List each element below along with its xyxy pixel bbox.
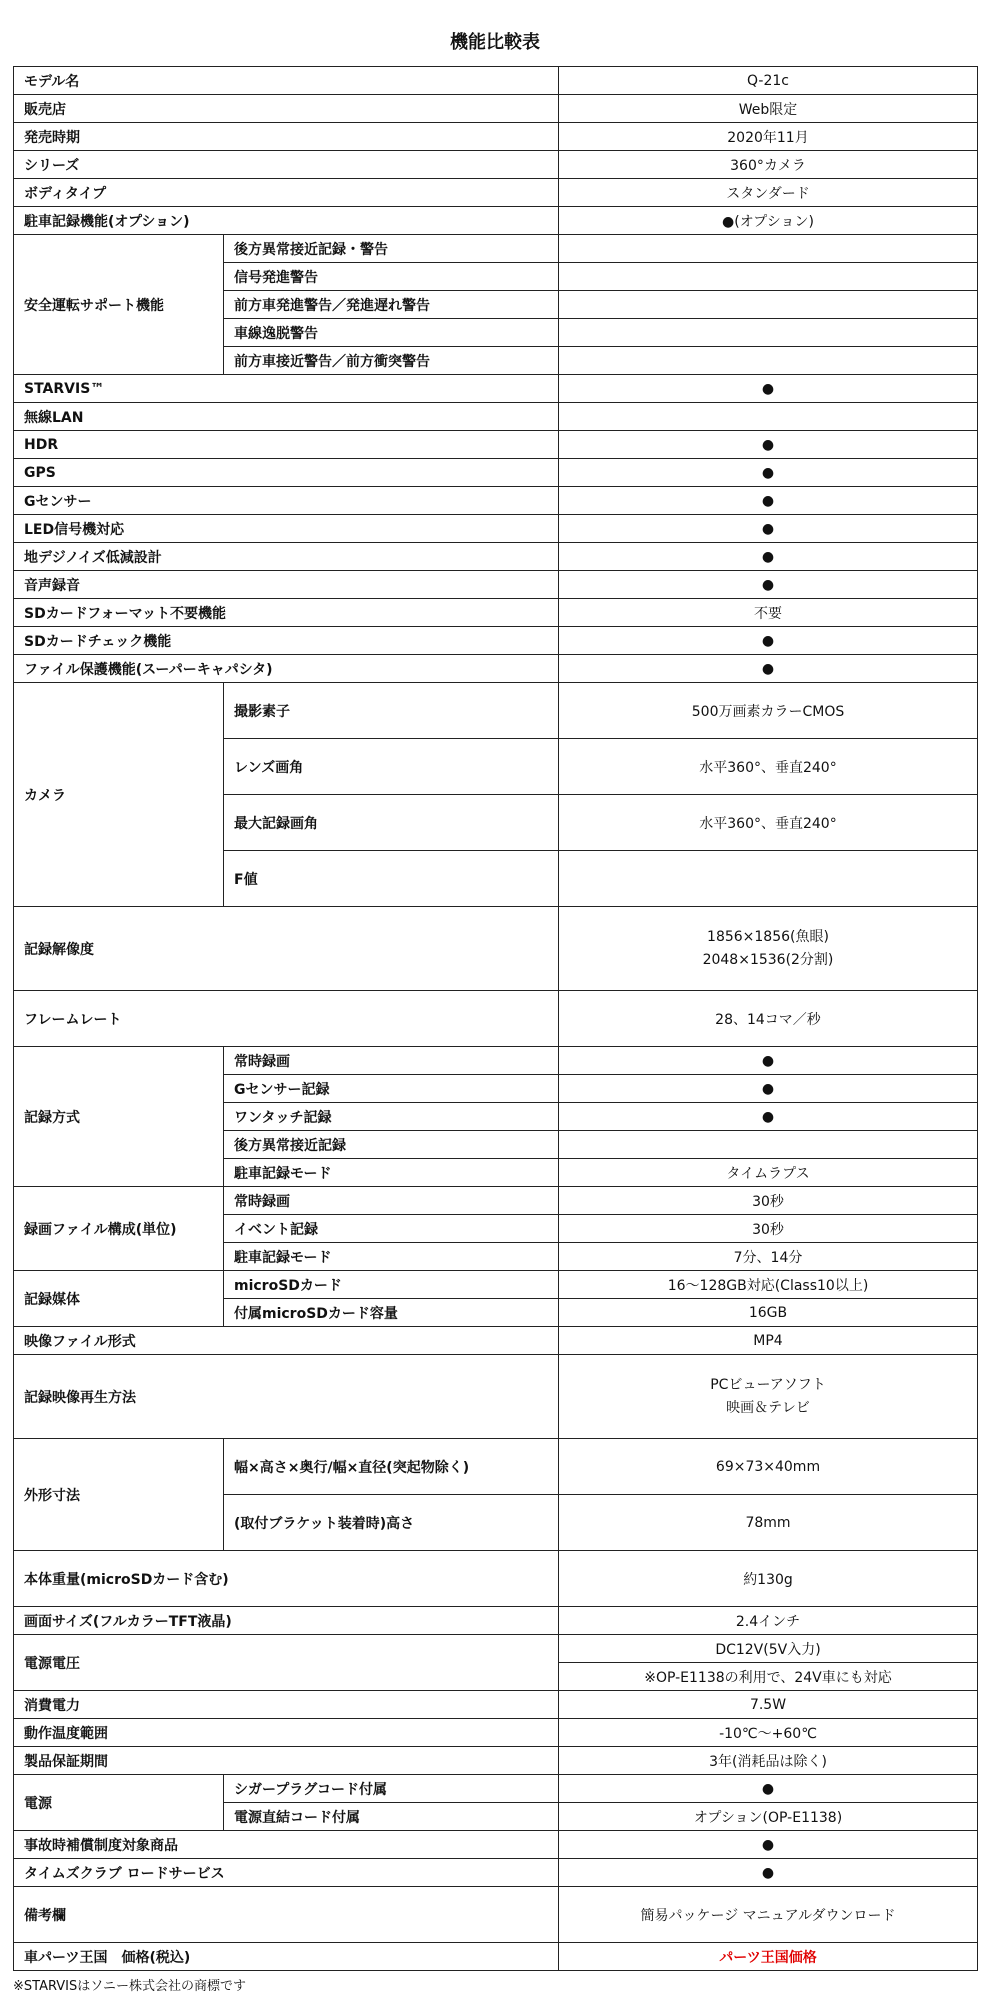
- row-value: [559, 291, 978, 319]
- value-line: 2048×1536(2分割): [702, 951, 834, 968]
- sub-label: 撮影素子: [224, 683, 559, 739]
- row-label: 映像ファイル形式: [14, 1327, 559, 1355]
- group-label: 録画ファイル構成(単位): [14, 1187, 224, 1271]
- row-value: 30秒: [559, 1187, 978, 1215]
- row-value: DC12V(5V入力): [559, 1635, 978, 1663]
- row-value: 2.4インチ: [559, 1607, 978, 1635]
- row-power: [14, 1691, 978, 1719]
- row-supply: [14, 1775, 978, 1803]
- row-fileprotect: [14, 655, 978, 683]
- group-label: 記録方式: [14, 1047, 224, 1187]
- row-label: 音声録音: [14, 571, 559, 599]
- sub-label: 後方異常接近記録: [224, 1131, 559, 1159]
- row-warranty: [14, 1747, 978, 1775]
- row-label: GPS: [14, 459, 559, 487]
- group-label: 記録媒体: [14, 1271, 224, 1327]
- row-label: SDカードフォーマット不要機能: [14, 599, 559, 627]
- row-roadservice: [14, 1859, 978, 1887]
- sub-label: 常時録画: [224, 1047, 559, 1075]
- row-value: ●(オプション): [559, 207, 978, 235]
- row-value: Q-21c: [559, 67, 978, 95]
- sub-label: 前方車発進警告／発進遅れ警告: [224, 291, 559, 319]
- row-value: ※OP-E1138の利用で、24V車にも対応: [559, 1663, 978, 1691]
- row-value: 水平360°、垂直240°: [559, 739, 978, 795]
- row-label: 記録映像再生方法: [14, 1355, 559, 1439]
- row-value: [559, 347, 978, 375]
- row-value: ●: [559, 1103, 978, 1131]
- row-value: MP4: [559, 1327, 978, 1355]
- row-value: 簡易パッケージ マニュアルダウンロード: [559, 1887, 978, 1943]
- row-value: 360°カメラ: [559, 151, 978, 179]
- row-label: 消費電力: [14, 1691, 559, 1719]
- row-label: シリーズ: [14, 151, 559, 179]
- row-value: [559, 851, 978, 907]
- footnote: ※STARVISはソニー株式会社の商標です: [13, 1979, 247, 1994]
- row-size: [14, 1439, 978, 1495]
- row-value: 不要: [559, 599, 978, 627]
- check-mark: ●: [559, 627, 978, 655]
- row-body: [14, 179, 978, 207]
- check-mark: ●: [559, 1831, 978, 1859]
- row-accident: [14, 1831, 978, 1859]
- row-screen: [14, 1607, 978, 1635]
- row-store: [14, 95, 978, 123]
- row-value: -10℃～+60℃: [559, 1719, 978, 1747]
- value-line: PCビューアソフト: [710, 1376, 826, 1393]
- sub-label: (取付ブラケット装着時)高さ: [224, 1495, 559, 1551]
- check-mark: ●: [559, 655, 978, 683]
- row-sdformat: [14, 599, 978, 627]
- sub-label: 信号発進警告: [224, 263, 559, 291]
- row-value: [559, 1355, 978, 1439]
- row-audio: [14, 571, 978, 599]
- row-safety: [14, 235, 978, 263]
- value-line: 1856×1856(魚眼): [707, 928, 829, 945]
- sub-label: 駐車記録モード: [224, 1159, 559, 1187]
- row-label: 無線LAN: [14, 403, 559, 431]
- check-mark: ●: [559, 487, 978, 515]
- row-sdcheck: [14, 627, 978, 655]
- row-value: スタンダード: [559, 179, 978, 207]
- row-remarks: [14, 1887, 978, 1943]
- row-resolution: [14, 907, 978, 991]
- row-label: HDR: [14, 431, 559, 459]
- group-label: カメラ: [14, 683, 224, 907]
- check-mark: ●: [559, 459, 978, 487]
- row-camera: [14, 683, 978, 739]
- row-value: 16～128GB対応(Class10以上): [559, 1271, 978, 1299]
- row-value: [559, 907, 978, 991]
- sub-label: イベント記録: [224, 1215, 559, 1243]
- row-label: ファイル保護機能(スーパーキャパシタ): [14, 655, 559, 683]
- row-label: 事故時補償制度対象商品: [14, 1831, 559, 1859]
- row-value: 16GB: [559, 1299, 978, 1327]
- row-label: モデル名: [14, 67, 559, 95]
- row-value: 水平360°、垂直240°: [559, 795, 978, 851]
- row-label: 画面サイズ(フルカラーTFT液晶): [14, 1607, 559, 1635]
- sub-label: 駐車記録モード: [224, 1243, 559, 1271]
- row-label: 備考欄: [14, 1887, 559, 1943]
- row-value: 30秒: [559, 1215, 978, 1243]
- check-mark: ●: [559, 543, 978, 571]
- row-label: 販売店: [14, 95, 559, 123]
- row-value: 78mm: [559, 1495, 978, 1551]
- group-label: 外形寸法: [14, 1439, 224, 1551]
- row-value: 2020年11月: [559, 123, 978, 151]
- check-mark: ●: [559, 571, 978, 599]
- row-model: [14, 67, 978, 95]
- row-filestruct: [14, 1187, 978, 1215]
- sub-label: 車線逸脱警告: [224, 319, 559, 347]
- row-label: LED信号機対応: [14, 515, 559, 543]
- row-label: 電源電圧: [14, 1635, 559, 1691]
- row-starvis: [14, 375, 978, 403]
- row-value: 7.5W: [559, 1691, 978, 1719]
- row-value: オプション(OP-E1138): [559, 1803, 978, 1831]
- group-label: 安全運転サポート機能: [14, 235, 224, 375]
- check-mark: ●: [559, 375, 978, 403]
- sub-label: 付属microSDカード容量: [224, 1299, 559, 1327]
- row-value: [559, 319, 978, 347]
- row-value: 28、14コマ／秒: [559, 991, 978, 1047]
- row-value: 69×73×40mm: [559, 1439, 978, 1495]
- row-price: [14, 1943, 978, 1971]
- row-weight: [14, 1551, 978, 1607]
- row-parking: [14, 207, 978, 235]
- row-label: ボディタイプ: [14, 179, 559, 207]
- row-value: タイムラプス: [559, 1159, 978, 1187]
- row-gsensor: [14, 487, 978, 515]
- sub-label: 最大記録画角: [224, 795, 559, 851]
- row-label: SDカードチェック機能: [14, 627, 559, 655]
- check-mark: ●: [559, 1859, 978, 1887]
- check-mark: ●: [559, 515, 978, 543]
- row-label: 動作温度範囲: [14, 1719, 559, 1747]
- row-led: [14, 515, 978, 543]
- row-label: 記録解像度: [14, 907, 559, 991]
- row-temp: [14, 1719, 978, 1747]
- sub-label: 幅×高さ×奥行/幅×直径(突起物除く): [224, 1439, 559, 1495]
- group-label: 電源: [14, 1775, 224, 1831]
- row-label: フレームレート: [14, 991, 559, 1047]
- row-value: 3年(消耗品は除く): [559, 1747, 978, 1775]
- row-label: 発売時期: [14, 123, 559, 151]
- row-release: [14, 123, 978, 151]
- page-title: 機能比較表: [450, 32, 540, 53]
- sub-label: ワンタッチ記録: [224, 1103, 559, 1131]
- row-value: [559, 263, 978, 291]
- sub-label: F値: [224, 851, 559, 907]
- value-line: 映画＆テレビ: [726, 1399, 810, 1416]
- row-value: ●: [559, 1075, 978, 1103]
- row-value: 7分、14分: [559, 1243, 978, 1271]
- row-hdr: [14, 431, 978, 459]
- check-mark: ●: [559, 431, 978, 459]
- row-noise: [14, 543, 978, 571]
- price-link[interactable]: パーツ王国価格: [559, 1943, 978, 1971]
- row-series: [14, 151, 978, 179]
- row-gps: [14, 459, 978, 487]
- row-value: [559, 235, 978, 263]
- row-framerate: [14, 991, 978, 1047]
- row-value: ●: [559, 1775, 978, 1803]
- sub-label: 常時録画: [224, 1187, 559, 1215]
- sub-label: 後方異常接近記録・警告: [224, 235, 559, 263]
- row-format: [14, 1327, 978, 1355]
- row-value: [559, 1131, 978, 1159]
- row-voltage: [14, 1635, 978, 1663]
- row-value: ●: [559, 1047, 978, 1075]
- sub-label: 電源直結コード付属: [224, 1803, 559, 1831]
- row-label: Gセンサー: [14, 487, 559, 515]
- row-label: 製品保証期間: [14, 1747, 559, 1775]
- row-playback: [14, 1355, 978, 1439]
- sub-label: シガープラグコード付属: [224, 1775, 559, 1803]
- sub-label: レンズ画角: [224, 739, 559, 795]
- row-label: 本体重量(microSDカード含む): [14, 1551, 559, 1607]
- row-label: 地デジノイズ低減設計: [14, 543, 559, 571]
- row-value: [559, 403, 978, 431]
- sub-label: Gセンサー記録: [224, 1075, 559, 1103]
- row-label: タイムズクラブ ロードサービス: [14, 1859, 559, 1887]
- row-value: 約130g: [559, 1551, 978, 1607]
- sub-label: microSDカード: [224, 1271, 559, 1299]
- sub-label: 前方車接近警告／前方衝突警告: [224, 347, 559, 375]
- row-label: STARVIS™: [14, 375, 559, 403]
- row-method: [14, 1047, 978, 1075]
- row-label: 車パーツ王国 価格(税込): [14, 1943, 559, 1971]
- row-label: 駐車記録機能(オプション): [14, 207, 559, 235]
- row-value: 500万画素カラーCMOS: [559, 683, 978, 739]
- row-value: Web限定: [559, 95, 978, 123]
- comparison-table: [13, 66, 978, 1971]
- row-wlan: [14, 403, 978, 431]
- row-media: [14, 1271, 978, 1299]
